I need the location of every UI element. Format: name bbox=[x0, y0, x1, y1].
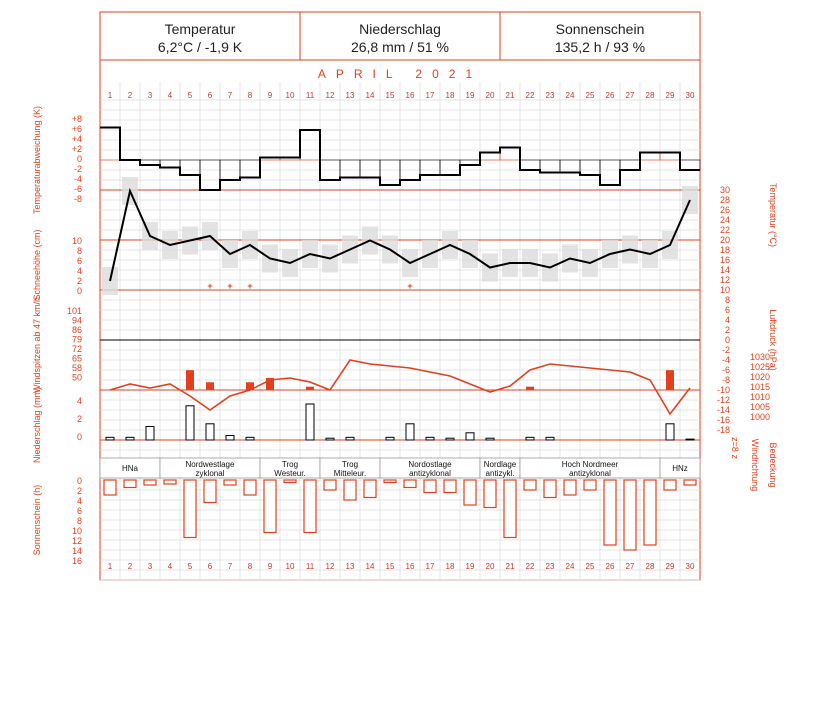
day-label-top: 4 bbox=[167, 91, 173, 100]
weather-type-label: Westeur. bbox=[274, 469, 306, 478]
wind-tick: 101 bbox=[66, 306, 82, 316]
label-precip: Niederschlag (mm) bbox=[32, 386, 42, 464]
temp-dev-tick: 0 bbox=[76, 154, 82, 164]
precip-bar bbox=[406, 424, 414, 440]
temperature-tick: -10 bbox=[716, 385, 730, 395]
precip-bar bbox=[326, 438, 334, 440]
weather-type-label: antizyklonal bbox=[569, 469, 611, 478]
label-wind-peak: Windspitzen ab 47 km/h bbox=[32, 296, 42, 394]
sun-tick: 8 bbox=[76, 516, 82, 526]
sun-tick: 12 bbox=[71, 536, 82, 546]
sun-tick: 2 bbox=[76, 486, 82, 496]
sun-tick: 10 bbox=[71, 526, 82, 536]
temp-dev-tick: -8 bbox=[73, 194, 82, 204]
sunshine-bar bbox=[324, 480, 336, 490]
temperature-tick: 16 bbox=[719, 255, 730, 265]
sunshine-bar bbox=[444, 480, 456, 493]
temperature-tick: -18 bbox=[716, 425, 730, 435]
label-pressure: Luftdruck (hPa) bbox=[768, 309, 778, 371]
snow-tick: 4 bbox=[76, 266, 82, 276]
temperature-tick: 20 bbox=[719, 235, 730, 245]
day-label-bottom: 10 bbox=[285, 562, 295, 571]
sunshine-bar bbox=[604, 480, 616, 545]
day-label-bottom: 15 bbox=[385, 562, 395, 571]
temperature-tick: 18 bbox=[719, 245, 730, 255]
day-label-bottom: 27 bbox=[625, 562, 635, 571]
temperature-tick: 6 bbox=[724, 305, 730, 315]
day-label-bottom: 13 bbox=[345, 562, 355, 571]
snow-tick: 6 bbox=[76, 256, 82, 266]
sunshine-bar bbox=[344, 480, 356, 500]
temperature-tick: 2 bbox=[724, 325, 730, 335]
weather-type-label: antizykl. bbox=[485, 469, 515, 478]
temp-dev-tick: -4 bbox=[73, 174, 82, 184]
sun-tick: 16 bbox=[71, 556, 82, 566]
day-label-bottom: 12 bbox=[325, 562, 335, 571]
temp-dev-tick: +4 bbox=[71, 134, 82, 144]
sunshine-bar bbox=[224, 480, 236, 485]
label-temperature: Temperatur (°C) bbox=[768, 182, 778, 248]
sunshine-bar bbox=[424, 480, 436, 493]
temp-dev-bar bbox=[560, 160, 580, 173]
temperature-tick: 12 bbox=[719, 275, 730, 285]
temperature-tick: 22 bbox=[719, 225, 730, 235]
day-label-top: 27 bbox=[625, 91, 635, 100]
day-label-bottom: 4 bbox=[167, 562, 173, 571]
sunshine-bar bbox=[544, 480, 556, 498]
day-label-top: 20 bbox=[485, 91, 495, 100]
weather-type-label: Mitteleur. bbox=[333, 469, 367, 478]
temp-dev-bar bbox=[300, 130, 320, 160]
temp-dev-bar bbox=[540, 160, 560, 173]
label-wind-dir: Windrichtung bbox=[750, 438, 760, 492]
sunshine-bar bbox=[524, 480, 536, 490]
temp-dev-tick: +6 bbox=[71, 124, 82, 134]
sunshine-bar bbox=[304, 480, 316, 533]
wind-peak-bar bbox=[526, 387, 534, 390]
day-label-top: 18 bbox=[445, 91, 455, 100]
snow-tick: 2 bbox=[76, 276, 82, 286]
temp-dev-tick: -6 bbox=[73, 184, 82, 194]
day-label-bottom: 3 bbox=[147, 562, 153, 571]
day-label-top: 5 bbox=[187, 91, 193, 100]
sunshine-bar bbox=[204, 480, 216, 503]
precip-bar bbox=[306, 404, 314, 440]
precip-title: Niederschlag bbox=[359, 21, 441, 37]
day-label-bottom: 2 bbox=[127, 562, 133, 571]
temperature-tick: 10 bbox=[719, 285, 730, 295]
day-label-bottom: 18 bbox=[445, 562, 455, 571]
chart-layers bbox=[67, 91, 770, 571]
sunshine-bar bbox=[664, 480, 676, 490]
temperature-tick: 24 bbox=[719, 215, 730, 225]
temp-dev-bar bbox=[580, 160, 600, 175]
day-label-top: 11 bbox=[305, 91, 315, 100]
temp-dev-bar bbox=[520, 160, 540, 170]
sunshine-bar bbox=[504, 480, 516, 538]
temperature-tick: -2 bbox=[721, 345, 730, 355]
precip-tick: 4 bbox=[76, 396, 82, 406]
day-label-top: 25 bbox=[585, 91, 595, 100]
day-label-bottom: 26 bbox=[605, 562, 615, 571]
temperature-tick: -8 bbox=[721, 375, 730, 385]
wind-tick: 79 bbox=[71, 334, 82, 345]
precip-bar bbox=[546, 437, 554, 440]
temperature-tick: -12 bbox=[716, 395, 730, 405]
day-label-top: 16 bbox=[405, 91, 415, 100]
day-label-top: 1 bbox=[107, 91, 113, 100]
day-label-bottom: 8 bbox=[247, 562, 253, 571]
day-label-bottom: 28 bbox=[645, 562, 655, 571]
precip-bar bbox=[126, 437, 134, 440]
precip-bar bbox=[146, 427, 154, 441]
day-label-bottom: 5 bbox=[187, 562, 193, 571]
day-label-top: 9 bbox=[267, 91, 273, 100]
precip-bar bbox=[186, 406, 194, 440]
day-label-bottom: 22 bbox=[525, 562, 535, 571]
snow-tick: 8 bbox=[76, 246, 82, 256]
sun-tick: 14 bbox=[71, 546, 82, 556]
wind-peak-bar bbox=[306, 387, 314, 390]
day-label-top: 14 bbox=[365, 91, 375, 100]
day-label-top: 15 bbox=[385, 91, 395, 100]
day-label-top: 30 bbox=[685, 91, 695, 100]
precip-bar bbox=[206, 424, 214, 440]
temp-dev-tick: -2 bbox=[73, 164, 82, 174]
temp-dev-bar bbox=[620, 160, 640, 170]
snow-event-mark: + bbox=[227, 281, 233, 291]
pressure-tick: 1020 bbox=[749, 372, 770, 382]
day-label-top: 22 bbox=[525, 91, 535, 100]
weather-type-label: Trog bbox=[341, 460, 359, 469]
temp-dev-bar bbox=[200, 160, 220, 190]
day-label-top: 17 bbox=[425, 91, 435, 100]
snow-event-mark: + bbox=[247, 281, 253, 291]
day-label-top: 13 bbox=[345, 91, 355, 100]
precip-bar bbox=[686, 439, 694, 440]
cloud-scale: z=8 z bbox=[730, 437, 740, 459]
temperature-tick: -4 bbox=[721, 355, 730, 365]
day-label-top: 21 bbox=[505, 91, 515, 100]
precip-bar bbox=[446, 438, 454, 440]
day-label-bottom: 1 bbox=[107, 562, 113, 571]
temperature-tick: 28 bbox=[719, 195, 730, 205]
sunshine-bar bbox=[624, 480, 636, 550]
weather-type-label: Hoch Nordmeer bbox=[561, 460, 619, 469]
sunshine-bar bbox=[404, 480, 416, 488]
day-label-top: 3 bbox=[147, 91, 153, 100]
precip-bar bbox=[486, 438, 494, 440]
temp-title: Temperatur bbox=[164, 21, 236, 37]
day-label-bottom: 25 bbox=[585, 562, 595, 571]
precip-bar bbox=[386, 437, 394, 440]
temp-dev-bar bbox=[360, 160, 380, 178]
day-label-top: 12 bbox=[325, 91, 335, 100]
pressure-tick: 1005 bbox=[749, 402, 770, 412]
day-label-top: 29 bbox=[665, 91, 675, 100]
temp-dev-bar bbox=[340, 160, 360, 178]
temperature-tick: -14 bbox=[716, 405, 730, 415]
precip-bar bbox=[666, 424, 674, 440]
day-label-bottom: 9 bbox=[267, 562, 273, 571]
pressure-tick: 1015 bbox=[749, 382, 770, 392]
weather-type-label: Nordwestlage bbox=[185, 460, 235, 469]
temp-dev-bar bbox=[680, 160, 700, 170]
wind-tick: 94 bbox=[71, 315, 82, 326]
day-label-bottom: 11 bbox=[305, 562, 315, 571]
sun-tick: 4 bbox=[76, 496, 82, 506]
precip-tick: 2 bbox=[76, 414, 82, 424]
temp-dev-tick: +8 bbox=[71, 114, 82, 124]
sunshine-bar bbox=[564, 480, 576, 495]
sunshine-bar bbox=[584, 480, 596, 490]
snow-tick: 10 bbox=[71, 236, 82, 246]
sunshine-bar bbox=[104, 480, 116, 495]
temp-dev-bar bbox=[500, 148, 520, 161]
label-sun: Sonnenschein (h) bbox=[32, 484, 42, 556]
pressure-tick: 1010 bbox=[749, 392, 770, 402]
precip-bar bbox=[466, 433, 474, 440]
weather-type-label: HNa bbox=[121, 464, 139, 473]
sunshine-bar bbox=[464, 480, 476, 505]
day-label-bottom: 21 bbox=[505, 562, 515, 571]
wind-peak-bar bbox=[186, 370, 194, 390]
precip-bar bbox=[526, 437, 534, 440]
precip-bar bbox=[226, 436, 234, 441]
temp-dev-bar bbox=[600, 160, 620, 185]
precip-bar bbox=[246, 437, 254, 440]
day-label-bottom: 14 bbox=[365, 562, 375, 571]
weather-type-label: Trog bbox=[281, 460, 299, 469]
wind-tick: 72 bbox=[71, 344, 82, 354]
pressure-tick: 1030 bbox=[749, 352, 770, 362]
temp-dev-bar bbox=[480, 153, 500, 161]
day-label-bottom: 29 bbox=[665, 562, 675, 571]
pressure-tick: 1025 bbox=[749, 362, 770, 372]
weather-type-label: antizyklonal bbox=[409, 469, 451, 478]
sun-tick: 6 bbox=[76, 506, 82, 516]
day-label-top: 6 bbox=[207, 91, 213, 100]
snow-tick: 0 bbox=[76, 286, 82, 296]
day-label-bottom: 6 bbox=[207, 562, 213, 571]
month-label: APRIL 2021 bbox=[317, 67, 483, 81]
precip-bar bbox=[346, 437, 354, 440]
temperature-tick: 14 bbox=[719, 265, 730, 275]
label-snow: Schneehöhe (cm) bbox=[32, 229, 42, 301]
temp-dev-bar bbox=[380, 160, 400, 185]
wind-peak-bar bbox=[666, 370, 674, 390]
sunshine-bar bbox=[484, 480, 496, 508]
temp-dev-bar bbox=[440, 160, 460, 175]
temp-dev-bar bbox=[660, 153, 680, 161]
day-label-bottom: 16 bbox=[405, 562, 415, 571]
temp-dev-bar bbox=[640, 153, 660, 161]
weather-type-label: zyklonal bbox=[195, 469, 225, 478]
wind-tick: 58 bbox=[71, 363, 82, 373]
temperature-tick: 4 bbox=[724, 315, 730, 325]
day-label-top: 19 bbox=[465, 91, 475, 100]
sunshine-bar bbox=[684, 480, 696, 485]
weather-type-label: Nordlage bbox=[483, 460, 517, 469]
precip-bar bbox=[426, 437, 434, 440]
sunshine-bar bbox=[184, 480, 196, 538]
sunshine-bar bbox=[284, 480, 296, 483]
day-label-top: 24 bbox=[565, 91, 575, 100]
precip-value: 26,8 mm / 51 % bbox=[350, 39, 450, 55]
precip-bar bbox=[106, 437, 114, 440]
day-label-top: 2 bbox=[127, 91, 133, 100]
sunshine-bar bbox=[384, 480, 396, 483]
day-label-top: 7 bbox=[227, 91, 233, 100]
day-label-top: 28 bbox=[645, 91, 655, 100]
temperature-tick: 26 bbox=[719, 205, 730, 215]
day-label-bottom: 17 bbox=[425, 562, 435, 571]
temp-dev-tick: +2 bbox=[71, 144, 82, 154]
wind-tick: 65 bbox=[71, 353, 82, 364]
temperature-tick: -16 bbox=[716, 415, 730, 425]
temp-dev-bar bbox=[160, 160, 180, 168]
sunshine-bar bbox=[144, 480, 156, 485]
weather-type-label: HNz bbox=[672, 464, 688, 473]
day-label-bottom: 30 bbox=[685, 562, 695, 571]
day-label-bottom: 19 bbox=[465, 562, 475, 571]
label-cloud: Bedeckung bbox=[768, 442, 778, 488]
sunshine-bar bbox=[164, 480, 176, 484]
day-label-top: 26 bbox=[605, 91, 615, 100]
day-label-top: 23 bbox=[545, 91, 555, 100]
sunshine-bar bbox=[644, 480, 656, 545]
temperature-tick: 30 bbox=[719, 185, 730, 195]
sunshine-bar bbox=[364, 480, 376, 498]
wind-tick: 50 bbox=[71, 372, 82, 383]
day-label-top: 10 bbox=[285, 91, 295, 100]
weather-type-label: Nordostlage bbox=[408, 460, 452, 469]
sunshine-bar bbox=[264, 480, 276, 533]
temp-dev-bar bbox=[420, 160, 440, 175]
temp-dev-bar bbox=[100, 128, 120, 161]
day-label-bottom: 20 bbox=[485, 562, 495, 571]
temp-dev-bar bbox=[180, 160, 200, 175]
wind-tick: 86 bbox=[71, 325, 82, 335]
sun-tick: 0 bbox=[76, 476, 82, 486]
snow-event-mark: + bbox=[407, 281, 413, 291]
temperature-tick: 8 bbox=[724, 295, 730, 305]
day-label-top: 8 bbox=[247, 91, 253, 100]
sun-value: 135,2 h / 93 % bbox=[554, 39, 646, 55]
temperature-tick: -6 bbox=[721, 365, 730, 375]
temperature-tick: 0 bbox=[724, 335, 730, 345]
snow-event-mark: + bbox=[207, 281, 213, 291]
day-label-bottom: 23 bbox=[545, 562, 555, 571]
wind-peak-bar bbox=[206, 382, 214, 390]
pressure-tick: 1000 bbox=[749, 412, 770, 422]
day-label-bottom: 24 bbox=[565, 562, 575, 571]
sunshine-bar bbox=[124, 480, 136, 488]
precip-tick: 0 bbox=[76, 432, 82, 442]
label-temp-dev: Temperaturabweichung (K) bbox=[32, 105, 42, 215]
temp-dev-bar bbox=[240, 160, 260, 178]
sunshine-bar bbox=[244, 480, 256, 495]
day-label-bottom: 7 bbox=[227, 562, 233, 571]
temp-value: 6,2°C / -1,9 K bbox=[157, 39, 243, 55]
sun-title: Sonnenschein bbox=[555, 21, 645, 37]
